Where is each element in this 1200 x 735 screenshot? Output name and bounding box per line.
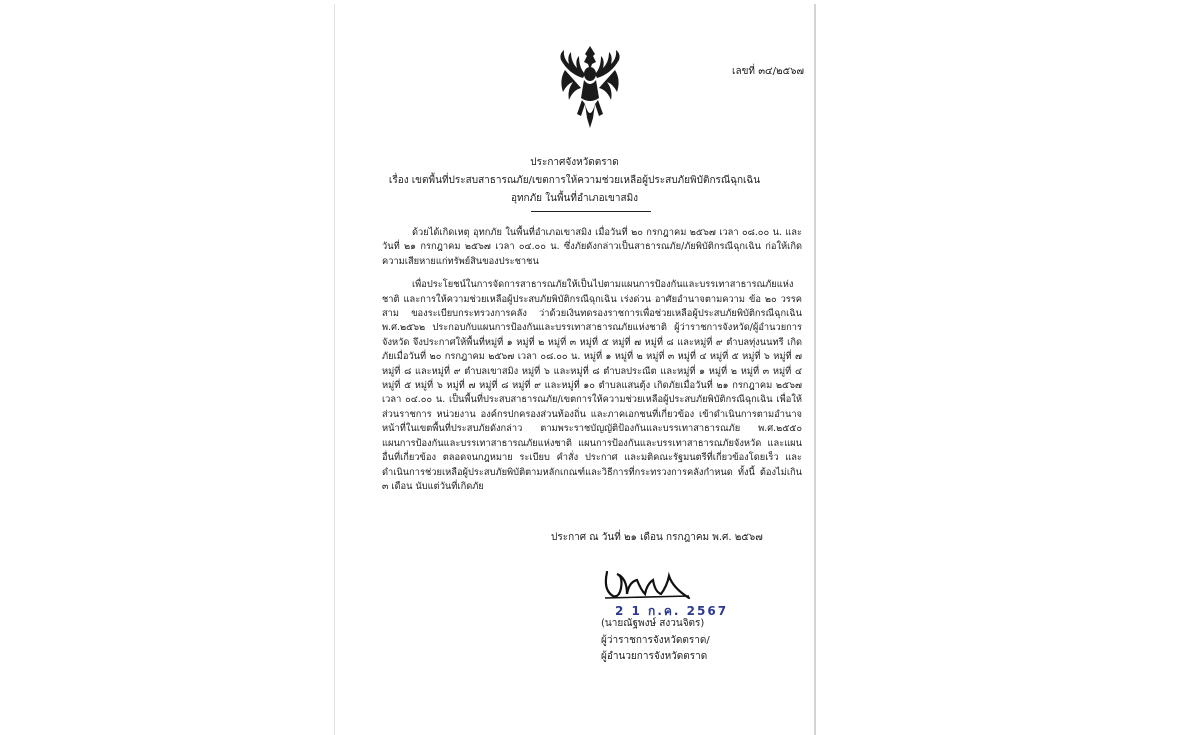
garuda-emblem-icon — [555, 44, 625, 130]
subject-line-2: อุทกภัย ในพื้นที่อำเภอเขาสมิง — [510, 193, 639, 204]
signer-name: (นายณัฐพงษ์ สงวนจิตร) — [601, 618, 705, 629]
document-page — [334, 4, 816, 735]
announcement-date: ประกาศ ณ วันที่ ๒๑ เดือน กรกฎาคม พ.ศ. ๒๕๖๗ — [551, 532, 763, 543]
subject-line-1: เรื่อง เขตพื้นที่ประสบสาธารณภัย/เขตการให้ความช่วยเหลือผู้ประสบภัยพิบัติกรณีฉุกเฉิน — [388, 175, 761, 186]
paragraph-1: ด้วยได้เกิดเหตุ อุทกภัย ในพื้นที่อำเภอเขาสมิง เมื่อวันที่ ๒๐ กรกฎาคม ๒๕๖๗ เวลา ๐๘.๐๐ น. และวันที่ ๒๑ กรกฎาคม ๒๕๖๗ เวลา ๐๔.๐๐ น. ซึ่งภัยดังกล่าวเป็นสาธารณภัย/ภัยพิบัติกรณีฉุกเฉิน ก่อให้เกิดความเสียหายแก่ทรัพย์สินของประชาชน — [382, 227, 802, 267]
document-number: เลขที่ ๓๔/๒๕๖๗ — [732, 66, 804, 77]
signer-title-2: ผู้อำนวยการจังหวัดตราด — [601, 651, 708, 662]
issuer-title: ประกาศจังหวัดตราด — [530, 157, 619, 168]
date-stamp: 2 1 ก.ค. 2567 — [615, 604, 729, 618]
signer-title-1: ผู้ว่าราชการจังหวัดตราด/ — [601, 635, 710, 646]
document-body — [382, 226, 802, 503]
paragraph-2: เพื่อประโยชน์ในการจัดการสาธารณภัยให้เป็นไปตามแผนการป้องกันและบรรเทาสาธารณภัยแห่งชาติ และการให้ความช่วยเหลือผู้ประสบภัยพิบัติกรณีฉุกเฉิน เร่งด่วน อาศัยอำนาจตามความ ข้อ ๒๐ วรรคสาม ของระเบียบกระทรวงการคลัง ว่าด้วยเงินทดรองราชการเพื่อช่วยเหลือผู้ประสบภัยพิบัติกรณีฉุกเฉิน พ.ศ.๒๕๖๒ ประกอบกับแผนการป้องกันและบรรเทาสาธารณภัยแห่งชาติ ผู้ว่าราชการจังหวัด/ผู้อำนวยการจังหวัด จึงประกาศให้พื้นที่หมู่ที่ ๑ หมู่ที่ ๒ หมู่ที่ ๓ หมู่ที่ ๕ หมู่ที่ ๗ หมู่ที่ ๘ และหมู่ที่ ๙ ตำบลทุ่งนนทรี เกิดภัยเมื่อวันที่ ๒๐ กรกฎาคม ๒๕๖๗ เวลา ๐๘.๐๐ น. หมู่ที่ ๑ หมู่ที่ ๒ หมู่ที่ ๓ หมู่ที่ ๔ หมู่ที่ ๕ หมู่ที่ ๖ หมู่ที่ ๗ หมู่ที่ ๘ และหมู่ที่ ๙ ตำบลเขาสมิง หมู่ที่ ๖ และหมู่ที่ ๘ ตำบลประณีต และหมู่ที่ ๑ หมู่ที่ ๒ หมู่ที่ ๓ หมู่ที่ ๔ หมู่ที่ ๕ หมู่ที่ ๖ หมู่ที่ ๗ หมู่ที่ ๘ หมู่ที่ ๙ และหมู่ที่ ๑๐ ตำบลแสนตุ้ง เกิดภัยเมื่อวันที่ ๒๑ กรกฎาคม ๒๕๖๗ เวลา ๐๔.๐๐ น. เป็นพื้นที่ประสบสาธารณภัย/เขตการให้ความช่วยเหลือผู้ประสบภัยพิบัติกรณีฉุกเฉิน เพื่อให้ส่วนราชการ หน่วยงาน องค์กรปกครองส่วนท้องถิ่น และภาคเอกชนที่เกี่ยวข้อง เข้าดำเนินการตามอำนาจหน้าที่ในเขตพื้นที่ประสบภัยดังกล่าว ตามพระราชบัญญัติป้องกันและบรรเทาสาธารณภัย พ.ศ.๒๕๕๐ แผนการป้องกันและบรรเทาสาธารณภัยแห่งชาติ แผนการป้องกันและบรรเทาสาธารณภัยจังหวัด และแผนอื่นที่เกี่ยวข้อง ตลอดจนกฎหมาย ระเบียบ คำสั่ง ประกาศ และมติคณะรัฐมนตรีที่เกี่ยวข้องโดยเร็ว และดำเนินการช่วยเหลือผู้ประสบภัยพิบัติตามหลักเกณฑ์และวิธีการที่กระทรวงการคลังกำหนด ทั้งนี้ ต้องไม่เกิน ๓ เดือน นับแต่วันที่เกิดภัย — [382, 279, 802, 492]
title-divider — [531, 211, 651, 212]
signature-icon — [601, 564, 691, 602]
